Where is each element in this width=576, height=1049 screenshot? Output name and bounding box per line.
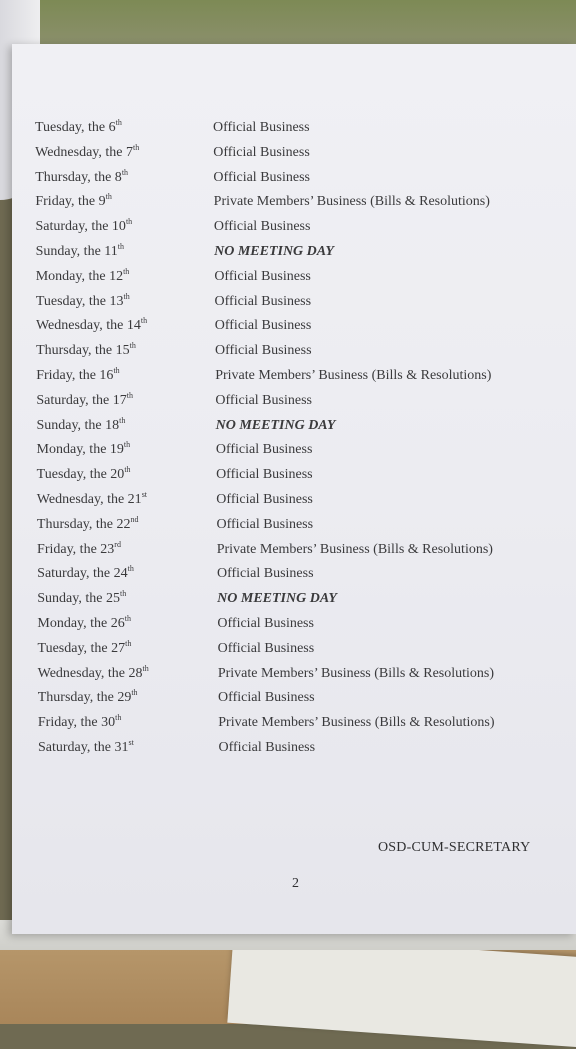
business-label: Official Business <box>215 442 313 458</box>
schedule-day-text: Thursday, the 29 <box>37 690 132 706</box>
schedule-row <box>36 390 566 415</box>
schedule-day <box>38 690 138 706</box>
schedule-row <box>37 467 567 489</box>
schedule-row <box>35 142 565 167</box>
schedule-day <box>35 167 129 186</box>
schedule-row <box>37 442 567 464</box>
schedule-day <box>36 368 119 384</box>
schedule-day <box>35 219 132 235</box>
schedule-day-suffix: th <box>124 614 131 623</box>
schedule-row <box>37 616 567 638</box>
no-meeting-label: NO MEETING DAY <box>214 244 334 259</box>
schedule-day <box>36 343 136 359</box>
business-label: Official Business <box>214 293 312 309</box>
no-meeting-label: NO MEETING DAY <box>217 591 337 607</box>
schedule-day-suffix: th <box>115 713 122 723</box>
schedule-row <box>35 167 565 192</box>
schedule-row <box>36 514 567 539</box>
schedule-day-text: Tuesday, the 6 <box>35 120 116 135</box>
schedule-row <box>38 715 568 737</box>
schedule-day-text: Saturday, the 10 <box>35 219 126 235</box>
schedule-row <box>37 663 568 688</box>
schedule-day <box>36 244 124 260</box>
schedule-day-suffix: th <box>124 465 131 475</box>
schedule-day <box>38 740 134 756</box>
schedule-day-suffix: st <box>141 490 148 499</box>
schedule-row <box>37 492 567 514</box>
schedule-day-suffix: th <box>142 663 149 673</box>
schedule-day-suffix: th <box>115 118 122 127</box>
schedule-day <box>36 415 126 434</box>
schedule-day-text: Wednesday, the 14 <box>35 318 141 334</box>
schedule-day <box>37 442 131 458</box>
schedule-day <box>35 291 130 310</box>
signature-line: OSD-CUM-SECRETARY <box>378 840 531 855</box>
schedule-day <box>37 616 131 632</box>
schedule-row <box>36 343 566 365</box>
schedule-day-text: Wednesday, the 28 <box>37 665 143 681</box>
business-label: Private Members’ Business (Bills & Resolutions) <box>218 715 495 731</box>
schedule-row <box>37 591 567 613</box>
business-label: Official Business <box>213 219 311 235</box>
no-meeting-label: NO MEETING DAY <box>215 417 336 433</box>
schedule-row <box>36 244 566 266</box>
schedule-day-text: Tuesday, the 20 <box>36 467 125 483</box>
schedule-day <box>35 142 140 161</box>
page-number: 2 <box>292 876 299 891</box>
schedule-day-text: Thursday, the 22 <box>36 516 131 532</box>
schedule-row <box>37 539 567 564</box>
schedule-day-text: Monday, the 19 <box>36 442 124 458</box>
schedule-day-text: Monday, the 12 <box>35 268 124 284</box>
schedule-day-text: Wednesday, the 21 <box>36 492 142 507</box>
schedule-day-suffix: th <box>127 564 134 574</box>
schedule-day-text: Tuesday, the 13 <box>35 293 124 309</box>
schedule-row <box>36 368 566 390</box>
schedule-day <box>37 492 147 508</box>
business-label: Private Members’ Business (Bills & Resolutions) <box>215 368 492 383</box>
schedule-day-suffix: th <box>121 167 129 177</box>
schedule-day-suffix: th <box>113 366 120 375</box>
schedule-day-text: Friday, the 16 <box>36 368 114 383</box>
business-label: Official Business <box>217 616 314 631</box>
business-label: Official Business <box>216 467 313 483</box>
business-label: Private Members’ Business (Bills & Resolutions) <box>217 665 495 681</box>
schedule-day-suffix: th <box>125 217 133 227</box>
schedule-day <box>35 194 111 210</box>
schedule-row <box>37 638 568 663</box>
schedule-day-suffix: th <box>140 316 148 326</box>
business-label: Official Business <box>218 740 316 755</box>
schedule-day-text: Thursday, the 8 <box>35 169 122 185</box>
schedule-day-text: Saturday, the 31 <box>38 740 129 755</box>
business-label: Official Business <box>214 343 312 359</box>
business-label: Official Business <box>213 144 310 160</box>
schedule-day-text: Friday, the 9 <box>35 194 106 210</box>
schedule-day-text: Wednesday, the 7 <box>35 144 133 160</box>
schedule-day-suffix: th <box>117 242 125 251</box>
business-label: Official Business <box>215 392 312 408</box>
schedule-day <box>38 715 121 731</box>
schedule-day-suffix: nd <box>130 514 139 524</box>
schedule-day-text: Sunday, the 11 <box>35 244 118 259</box>
schedule-day-text: Friday, the 23 <box>37 541 115 557</box>
schedule-day-suffix: th <box>123 291 130 301</box>
business-label: Private Members’ Business (Bills & Resolutions) <box>213 194 490 210</box>
business-label: Official Business <box>213 120 310 135</box>
business-label: Official Business <box>214 318 312 334</box>
schedule-row <box>35 194 565 216</box>
schedule-row <box>35 291 566 316</box>
schedule-day <box>37 566 134 582</box>
schedule-row <box>35 219 565 241</box>
schedule-day <box>35 120 122 136</box>
schedule-day-suffix: th <box>123 266 130 276</box>
schedule-row <box>36 415 566 440</box>
schedule-day-suffix: th <box>133 142 140 152</box>
schedule-row <box>37 566 567 588</box>
schedule-day-suffix: th <box>125 638 132 648</box>
schedule-day-suffix: th <box>126 390 134 400</box>
schedule-day-text: Saturday, the 17 <box>36 392 127 408</box>
schedule-day-suffix: th <box>105 192 112 202</box>
business-label: Official Business <box>213 169 310 185</box>
schedule-day <box>37 467 131 483</box>
schedule-day-suffix: th <box>119 589 127 599</box>
business-label: Official Business <box>216 566 314 582</box>
schedule-day-text: Monday, the 26 <box>37 616 125 631</box>
schedule-day-text: Friday, the 30 <box>37 715 116 731</box>
schedule-day <box>36 514 139 533</box>
business-label: Official Business <box>216 516 314 532</box>
document-page <box>12 44 576 934</box>
schedule-row <box>35 266 566 291</box>
business-label: Official Business <box>216 492 313 507</box>
schedule-day-text: Sunday, the 18 <box>36 417 120 433</box>
schedule-day-suffix: th <box>131 688 138 698</box>
business-label: Private Members’ Business (Bills & Resolutions) <box>216 541 493 557</box>
schedule-day-suffix: th <box>129 341 136 351</box>
schedule-row <box>35 120 565 142</box>
schedule-day <box>37 638 132 657</box>
schedule-day-text: Saturday, the 24 <box>37 566 128 582</box>
schedule-day <box>36 390 134 409</box>
business-label: Official Business <box>214 268 311 284</box>
schedule-day-text: Sunday, the 25 <box>37 591 120 607</box>
schedule-day-text: Tuesday, the 27 <box>37 640 126 656</box>
schedule-day-suffix: th <box>119 415 126 425</box>
schedule-day <box>37 591 126 607</box>
schedule-day <box>35 266 130 285</box>
schedule-row <box>36 318 566 340</box>
schedule-day <box>37 663 149 682</box>
schedule-row <box>38 690 568 712</box>
schedule-day-suffix: st <box>128 738 134 747</box>
schedule-day <box>36 318 147 334</box>
schedule-day-text: Thursday, the 15 <box>36 343 130 359</box>
schedule-row <box>38 740 568 762</box>
schedule-day-suffix: th <box>123 440 131 450</box>
business-label: Official Business <box>218 690 315 706</box>
schedule-day-suffix: rd <box>114 539 121 549</box>
business-label: Official Business <box>217 640 315 656</box>
schedule-day <box>37 539 121 558</box>
